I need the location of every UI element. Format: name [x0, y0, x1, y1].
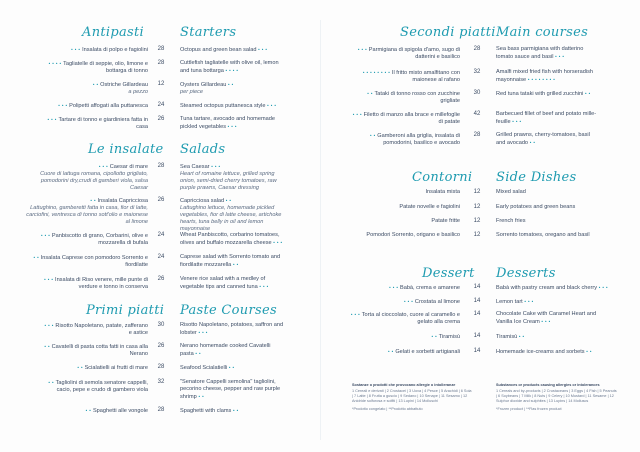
- price: 42: [473, 111, 481, 117]
- paste-item: [180, 379, 284, 401]
- salads-item-text: Venere rice salad with a medley of vegetable tips and canned tuna: [180, 276, 266, 290]
- primi-item-text: Tagliolini di semola senatore cappelli, cacio, pepe e crudo di gambero viola: [55, 380, 148, 393]
- primi-item: [40, 379, 148, 394]
- salads-item-text: Caprese salad with Sorrento tomato and fiordilatte mozzarella: [180, 254, 281, 268]
- main-item-name: [496, 69, 600, 84]
- dessert_it-item: [350, 284, 460, 292]
- insalate-item-name: [26, 254, 148, 269]
- antipasti-item-name: [40, 60, 148, 75]
- allergen-marks: • • •: [539, 319, 551, 324]
- main-item-name: [496, 111, 600, 126]
- contorni-item-text: Patate novelle e fagiolini: [399, 204, 460, 210]
- allergen-marks: • •: [44, 344, 52, 349]
- allergen-marks: • •: [77, 365, 85, 370]
- antipasti-item: [40, 81, 148, 96]
- allergen-marks: • • •: [271, 240, 283, 245]
- price: 28: [157, 163, 165, 169]
- paste-item-name: [180, 379, 284, 401]
- allergen-marks: • • • • • • • •: [526, 77, 556, 82]
- allergen-marks: • • • •: [223, 68, 239, 73]
- price: 12: [473, 232, 481, 238]
- starters-item-name: [180, 102, 280, 110]
- allergen-marks: • • •: [44, 323, 56, 328]
- antipasti-item-text: Polipetti affogati alla puttanesca: [69, 103, 148, 109]
- allergen-marks: • •: [193, 351, 201, 356]
- price: 12: [473, 218, 481, 224]
- insalate-item-text: Insalata Capricciosa: [97, 198, 148, 204]
- price: 32: [157, 379, 165, 385]
- desserts_en-item: [496, 333, 614, 341]
- allergen-note-it-body: 1 Cereali e derivati | 2 Crostacei | 3 Uova | 4 Pesce | 5 Arachidi | 6 Soia | 7 Latte | 8 Frutta a guscio | 9 Sedano | 10 Senape | 11 Sesamo | 12 Anidride solforosa e solfiti | 13 Lupini | 14 Molluschi: [352, 389, 472, 403]
- insalate-item-text: Insalata di Riso venere, mille punte di verdure e tonno in conserva: [55, 277, 148, 290]
- allergen-marks: • •: [231, 262, 239, 267]
- paste-item-name: [180, 343, 284, 358]
- sides-item-name: [496, 204, 600, 211]
- paste-item-name: [180, 322, 284, 337]
- price: 14: [473, 333, 481, 339]
- dessert_it-item: [350, 348, 460, 356]
- secondi-item-text: Filetto di manzo alla brace e millefoglie di patate: [363, 112, 460, 125]
- allergen-marks: • • •: [522, 299, 534, 304]
- salads-item-name: [180, 232, 290, 247]
- salads-item: [180, 232, 290, 247]
- main-item-text: Barbecued fillet of beef and potato mille-feuille: [496, 111, 597, 125]
- secondi-item-text: Tataki di tonno rosso con zucchine grigliate: [374, 91, 460, 104]
- contorni-item: [350, 189, 460, 196]
- insalate-item-desc: Lattughino, gamberetti fatta in casa, fior di latte, carciofini, ventresca di tonno sott'olio e maionese al limone: [26, 205, 148, 225]
- sides-item-text: Early potatoes and green beans: [496, 204, 576, 210]
- starters-item: [180, 116, 280, 131]
- price: 14: [473, 284, 481, 290]
- dessert_it-item-name: [350, 333, 460, 341]
- salads-item: [180, 163, 290, 192]
- insalate-item: [26, 197, 148, 226]
- dessert_it-item-name: [350, 284, 460, 292]
- price: 26: [157, 197, 165, 203]
- allergen-note-en: [496, 383, 618, 412]
- allergen-marks: • •: [388, 349, 396, 354]
- starters-item-name: [180, 46, 280, 54]
- price: 28: [473, 132, 481, 138]
- allergen-marks: • • •: [41, 233, 52, 238]
- allergen-note-en-foot: *Frozen product | **Flas frozen product: [496, 407, 562, 411]
- starters-item-name: [180, 81, 280, 89]
- main-item-text: Grilled prawns, cherry-tomatoes, basil and avocado: [496, 132, 590, 146]
- starters-item-name: [180, 60, 280, 75]
- salads-item-text: Capricciosa salad: [180, 198, 225, 204]
- dessert_it-item: [350, 333, 460, 341]
- price: 14: [473, 311, 481, 317]
- primi-item-name: [40, 407, 148, 415]
- allergen-note-it-foot: *Prodotto congelato | **Prodotto abbattuto: [352, 407, 423, 411]
- paste-item: [180, 322, 284, 337]
- main-item: [496, 69, 600, 84]
- antipasti-item-name: [40, 116, 148, 131]
- primi-item-name: [40, 364, 148, 372]
- allergen-marks: • • •: [352, 112, 364, 117]
- salads-item: [180, 276, 290, 291]
- main-item: [496, 46, 600, 61]
- starters-item-text: Tuna tartare, avocado and homemade pickled vegetables: [180, 116, 275, 130]
- sides-item-text: Mixed salad: [496, 189, 526, 195]
- desserts_en-item-name: [496, 333, 614, 341]
- allergen-marks: • •: [227, 365, 235, 370]
- main-heading: Main courses: [496, 25, 589, 40]
- dessert-it-heading: Dessert: [422, 266, 475, 281]
- salads-item-name: [180, 163, 290, 171]
- allergen-note-en-title: Substances or products causing allergies or intolerances: [496, 383, 600, 387]
- primi-item: [40, 343, 148, 358]
- primi-item-text: Cavatelli di pasta cotta fatti in casa alla Nerano: [51, 344, 148, 357]
- contorni-item-name: [350, 189, 460, 196]
- antipasti-item-text: Ostriche Gillardeau: [100, 82, 148, 88]
- allergen-marks: • • • • • • • •: [362, 70, 392, 75]
- salads-item-name: [180, 276, 290, 291]
- insalate-item-text: Panbiscotto di grano, Corbarini, olive e mozzarella di bufala: [51, 233, 148, 246]
- salads-item-text: Wheat Panbiscotto, corbarino tomatoes, olives and buffalo mozzarella cheese: [180, 232, 280, 246]
- sides-item: [496, 204, 600, 211]
- allergen-note-en-body: 1 Cereals and by-products | 2 Crustaceans | 3 Eggs | 4 Fish | 5 Peanuts | 6 Soybeans | 7 Milk | 8 Nuts | 9 Celery | 10 Mustard | 11 Sesame | 12 Sulphur dioxide and sulphites | 13 Lupins | 14 Molluscs: [496, 389, 617, 403]
- insalate-item-text: Insalata Caprese con pomodoro Sorrento e fiordilatte: [40, 255, 148, 268]
- allergen-marks: • •: [92, 82, 101, 87]
- price: 24: [157, 232, 165, 238]
- allergen-marks: • • •: [265, 103, 277, 108]
- sides-item-name: [496, 218, 600, 225]
- dessert_it-item-text: Babà, crema e amarene: [399, 285, 460, 291]
- paste-item: [180, 407, 284, 415]
- salads-item-name: [180, 254, 290, 269]
- primi-item: [40, 364, 148, 372]
- price: 28: [157, 46, 165, 52]
- insalate-item: [26, 254, 148, 269]
- allergen-marks: • • •: [256, 47, 268, 52]
- allergen-marks: • • •: [58, 103, 70, 108]
- allergen-marks: • • •: [350, 312, 362, 317]
- primi-item: [40, 407, 148, 415]
- allergen-marks: • • •: [209, 164, 221, 169]
- starters-item: [180, 60, 280, 75]
- salads-item-name: [180, 197, 290, 205]
- price: 28: [157, 60, 165, 66]
- primi-item-text: Spaghetti alle vongole: [92, 408, 148, 414]
- allergen-marks: • • •: [226, 124, 237, 129]
- allergen-marks: • •: [231, 408, 239, 413]
- price: 26: [157, 116, 165, 122]
- sides-item-name: [496, 189, 600, 196]
- paste-heading: Paste Courses: [180, 303, 277, 318]
- sides-item: [496, 232, 600, 239]
- primi-item-name: [40, 379, 148, 394]
- dessert_it-item-text: Tiramisù: [438, 334, 460, 340]
- allergen-marks: • • •: [196, 330, 208, 335]
- antipasti-item-text: Insalata di polpo e fagiolini: [82, 47, 148, 53]
- antipasti-item-name: [40, 46, 148, 54]
- dessert_it-item: [350, 298, 460, 306]
- desserts_en-item-name: [496, 298, 614, 306]
- insalate-item-name: [26, 232, 148, 247]
- dessert_it-item-text: Torta al cioccolato, cuore al caramello e gelato alla crema: [361, 312, 460, 325]
- primi-heading: Primi piatti: [86, 303, 165, 318]
- secondi-item-text: Il fritto misto amalfitano con maionese al rafano: [391, 70, 460, 83]
- antipasti-item-text: Tartare di tonno e giardiniera fatta in casa: [58, 117, 148, 130]
- primi-item-text: Risotto Napoletano, patate, zafferano e astice: [55, 323, 148, 336]
- dessert_it-item-text: Gelati e sorbetti artigianali: [395, 349, 460, 355]
- paste-item-text: Spaghetti with clams: [180, 408, 232, 414]
- price: 32: [473, 69, 481, 75]
- desserts_en-item-text: Lemon tart: [496, 299, 523, 305]
- price: 28: [157, 407, 165, 413]
- insalate-item-desc: Cuore di lattuga romana, cipollotto grigliato, pomodorini dry,crudi di gamberi viola, salsa Caesar: [40, 171, 148, 191]
- secondi-item-text: Gamberoni alla griglia, insalata di pomodorini, basilico e avocado: [377, 133, 460, 146]
- desserts_en-item: [496, 311, 614, 326]
- paste-item-name: [180, 407, 284, 415]
- starters-item-text: Steamed octopus puttanesca style: [180, 103, 266, 109]
- sides-item-text: Sorrento tomatoes, oregano and basil: [496, 232, 590, 238]
- main-item-text: Sea bass parmigiana with datterino tomato sauce and basil: [496, 46, 584, 60]
- sides-item: [496, 189, 600, 196]
- insalate-item-name: [26, 197, 148, 205]
- primi-item-name: [40, 343, 148, 358]
- allergen-marks: • •: [528, 140, 536, 145]
- price: 14: [473, 298, 481, 304]
- primi-item-name: [40, 322, 148, 337]
- allergen-note-it-title: Sostanze o prodotti che provocano allergie o intolleranze: [352, 383, 456, 387]
- dessert_it-item-text: Crostata al limone: [414, 299, 460, 305]
- salads-item-desc: Heart of romaine lettuce, grilled spring onion, semi-dried cherry tomatoes, raw purple prawns, Caesar dressing: [180, 171, 277, 191]
- allergen-marks: • •: [583, 91, 591, 96]
- paste-item-text: Risotto Napoletano, potatoes, saffron and lobster: [180, 322, 284, 336]
- paste-item-name: [180, 364, 284, 372]
- starters-item-text: Octopus and green bean salad: [180, 47, 257, 53]
- price: 26: [157, 276, 165, 282]
- paste-item: [180, 364, 284, 372]
- contorni-item-name: [350, 232, 460, 239]
- insalate-item: [26, 276, 148, 291]
- insalate-item: [26, 163, 148, 192]
- antipasti-item-name: [40, 81, 148, 89]
- secondi-item-text: Parmigiana di spigola d'amo, sugo di datterini e basilico: [368, 47, 460, 60]
- dessert_it-item-name: [350, 298, 460, 306]
- price: 12: [473, 204, 481, 210]
- price: 12: [157, 81, 165, 87]
- starters-item: [180, 81, 280, 96]
- desserts_en-item-text: Chocolate Cake with Caramel Heart and Vanilla Ice Cream: [496, 311, 597, 325]
- antipasti-item: [40, 46, 148, 54]
- starters-item-name: [180, 116, 280, 131]
- main-item: [496, 111, 600, 126]
- desserts_en-item-name: [496, 311, 614, 326]
- price: 28: [157, 364, 165, 370]
- main-item: [496, 132, 600, 147]
- allergen-marks: • •: [48, 380, 56, 385]
- paste-item: [180, 343, 284, 358]
- secondi-heading: Secondi piatti: [400, 25, 496, 40]
- salads-item: [180, 254, 290, 269]
- insalate-item-name: [26, 163, 148, 171]
- sides-item-name: [496, 232, 600, 239]
- allergen-marks: • • •: [510, 119, 522, 124]
- secondi-item: [350, 69, 460, 84]
- antipasti-item-desc: a pezzo: [128, 89, 148, 95]
- salads-item-desc: Lattughino lettuce, homemade pickled vegetables, fior di latte cheese, artichoke hearts, tuna belly in oil and lemon mayonnaise: [180, 205, 282, 232]
- insalate-item: [26, 232, 148, 247]
- primi-item-text: Scialatielli ai frutti di mare: [84, 365, 148, 371]
- secondi-item-name: [350, 46, 460, 61]
- antipasti-item: [40, 60, 148, 75]
- allergen-marks: • •: [196, 394, 205, 399]
- paste-item-text: Seafood Scialatielli: [180, 365, 228, 371]
- main-item: [496, 90, 600, 98]
- price: 28: [473, 46, 481, 52]
- antipasti-item-text: Tagliatelle di seppie, olio, limone e bottarga di tonno: [63, 61, 148, 74]
- allergen-marks: • •: [90, 198, 98, 203]
- main-item-name: [496, 46, 600, 61]
- desserts_en-item: [496, 298, 614, 306]
- contorni-heading: Contorni: [412, 170, 473, 185]
- price: 14: [473, 348, 481, 354]
- contorni-item: [350, 232, 460, 239]
- contorni-item-name: [350, 204, 460, 211]
- contorni-item-text: Insalata mista: [425, 189, 460, 195]
- desserts_en-item-name: [496, 284, 614, 292]
- primi-item: [40, 322, 148, 337]
- allergen-marks: • • •: [47, 117, 59, 122]
- starters-item: [180, 102, 280, 110]
- allergen-marks: • • •: [389, 285, 400, 290]
- price: 26: [157, 343, 165, 349]
- antipasti-item: [40, 116, 148, 131]
- desserts_en-item-text: Babà with pastry cream and black cherry: [496, 285, 598, 291]
- secondi-item-name: [350, 90, 460, 105]
- paste-item-text: "Senatore Cappelli semolina" tagliolini, pecorino cheese, pepper and raw purple shrimp: [180, 379, 281, 400]
- allergen-marks: • •: [370, 133, 378, 138]
- secondi-item-name: [350, 69, 460, 84]
- allergen-marks: • • •: [404, 299, 415, 304]
- allergen-marks: • • •: [257, 284, 269, 289]
- allergen-marks: • •: [584, 349, 592, 354]
- insalate-heading: Le insalate: [88, 142, 164, 157]
- allergen-marks: • •: [431, 334, 439, 339]
- secondi-item-name: [350, 111, 460, 126]
- salads-item-text: Sea Caesar: [180, 164, 210, 170]
- desserts_en-item-text: Tiramisù: [496, 334, 518, 340]
- allergen-marks: • •: [224, 198, 232, 203]
- desserts_en-item: [496, 284, 614, 292]
- salads-heading: Salads: [180, 142, 226, 157]
- desserts_en-item-text: Homemade ice-creams and sorbets: [496, 349, 585, 355]
- desserts-en-heading: Desserts: [496, 266, 556, 281]
- secondi-item: [350, 111, 460, 126]
- price: 24: [157, 102, 165, 108]
- starters-item: [180, 46, 280, 54]
- secondi-item-name: [350, 132, 460, 147]
- allergen-note-it: [352, 383, 472, 412]
- dessert_it-item: [350, 311, 460, 326]
- desserts_en-item: [496, 348, 614, 356]
- secondi-item: [350, 132, 460, 147]
- paste-item-text: Nerano homemade cooked Cavatelli pasta: [180, 343, 271, 357]
- allergen-marks: • • • •: [48, 61, 64, 66]
- contorni-item-text: Pomodori Sorrento, origano e basilico: [366, 232, 460, 238]
- contorni-item: [350, 204, 460, 211]
- allergen-marks: • • •: [597, 285, 608, 290]
- contorni-item-name: [350, 218, 460, 225]
- main-item-text: Amalfi mixed fried fish with horseradish mayonnaise: [496, 69, 593, 83]
- secondi-item: [350, 90, 460, 105]
- dessert_it-item-name: [350, 311, 460, 326]
- secondi-item: [350, 46, 460, 61]
- main-item-name: [496, 132, 600, 147]
- sides-heading: Side Dishes: [496, 170, 577, 185]
- allergen-marks: • •: [517, 334, 525, 339]
- price: 24: [157, 254, 165, 260]
- allergen-marks: • •: [226, 82, 234, 87]
- allergen-marks: • • •: [71, 47, 83, 52]
- allergen-marks: • • •: [44, 277, 56, 282]
- allergen-marks: • • •: [357, 47, 369, 52]
- starters-heading: Starters: [180, 25, 237, 40]
- antipasti-item: [40, 102, 148, 110]
- main-item-name: [496, 90, 600, 98]
- contorni-item: [350, 218, 460, 225]
- price: 12: [473, 189, 481, 195]
- desserts_en-item-name: [496, 348, 614, 356]
- sides-item: [496, 218, 600, 225]
- price: 30: [473, 90, 481, 96]
- sides-item-text: French fries: [496, 218, 526, 224]
- starters-item-desc: per piece: [180, 89, 204, 95]
- insalate-item-name: [26, 276, 148, 291]
- starters-item-text: Oysters Gillardeau: [180, 82, 227, 88]
- center-divider: [320, 20, 321, 440]
- price: 30: [157, 322, 165, 328]
- antipasti-item-name: [40, 102, 148, 110]
- starters-item-text: Cuttlefish tagliatelle with olive oil, lemon and tuna bottarga: [180, 60, 279, 74]
- salads-item: [180, 197, 290, 233]
- allergen-marks: • • •: [553, 54, 565, 59]
- dessert_it-item-name: [350, 348, 460, 356]
- allergen-marks: • •: [367, 91, 375, 96]
- main-item-text: Red tuna tataki with grilled zucchini: [496, 91, 584, 97]
- contorni-item-text: Patate fritte: [431, 218, 460, 224]
- antipasti-heading: Antipasti: [82, 25, 144, 40]
- allergen-marks: • • •: [98, 164, 110, 169]
- allergen-marks: • •: [85, 408, 93, 413]
- allergen-marks: • •: [33, 255, 41, 260]
- insalate-item-text: Caesar di mare: [109, 164, 148, 170]
